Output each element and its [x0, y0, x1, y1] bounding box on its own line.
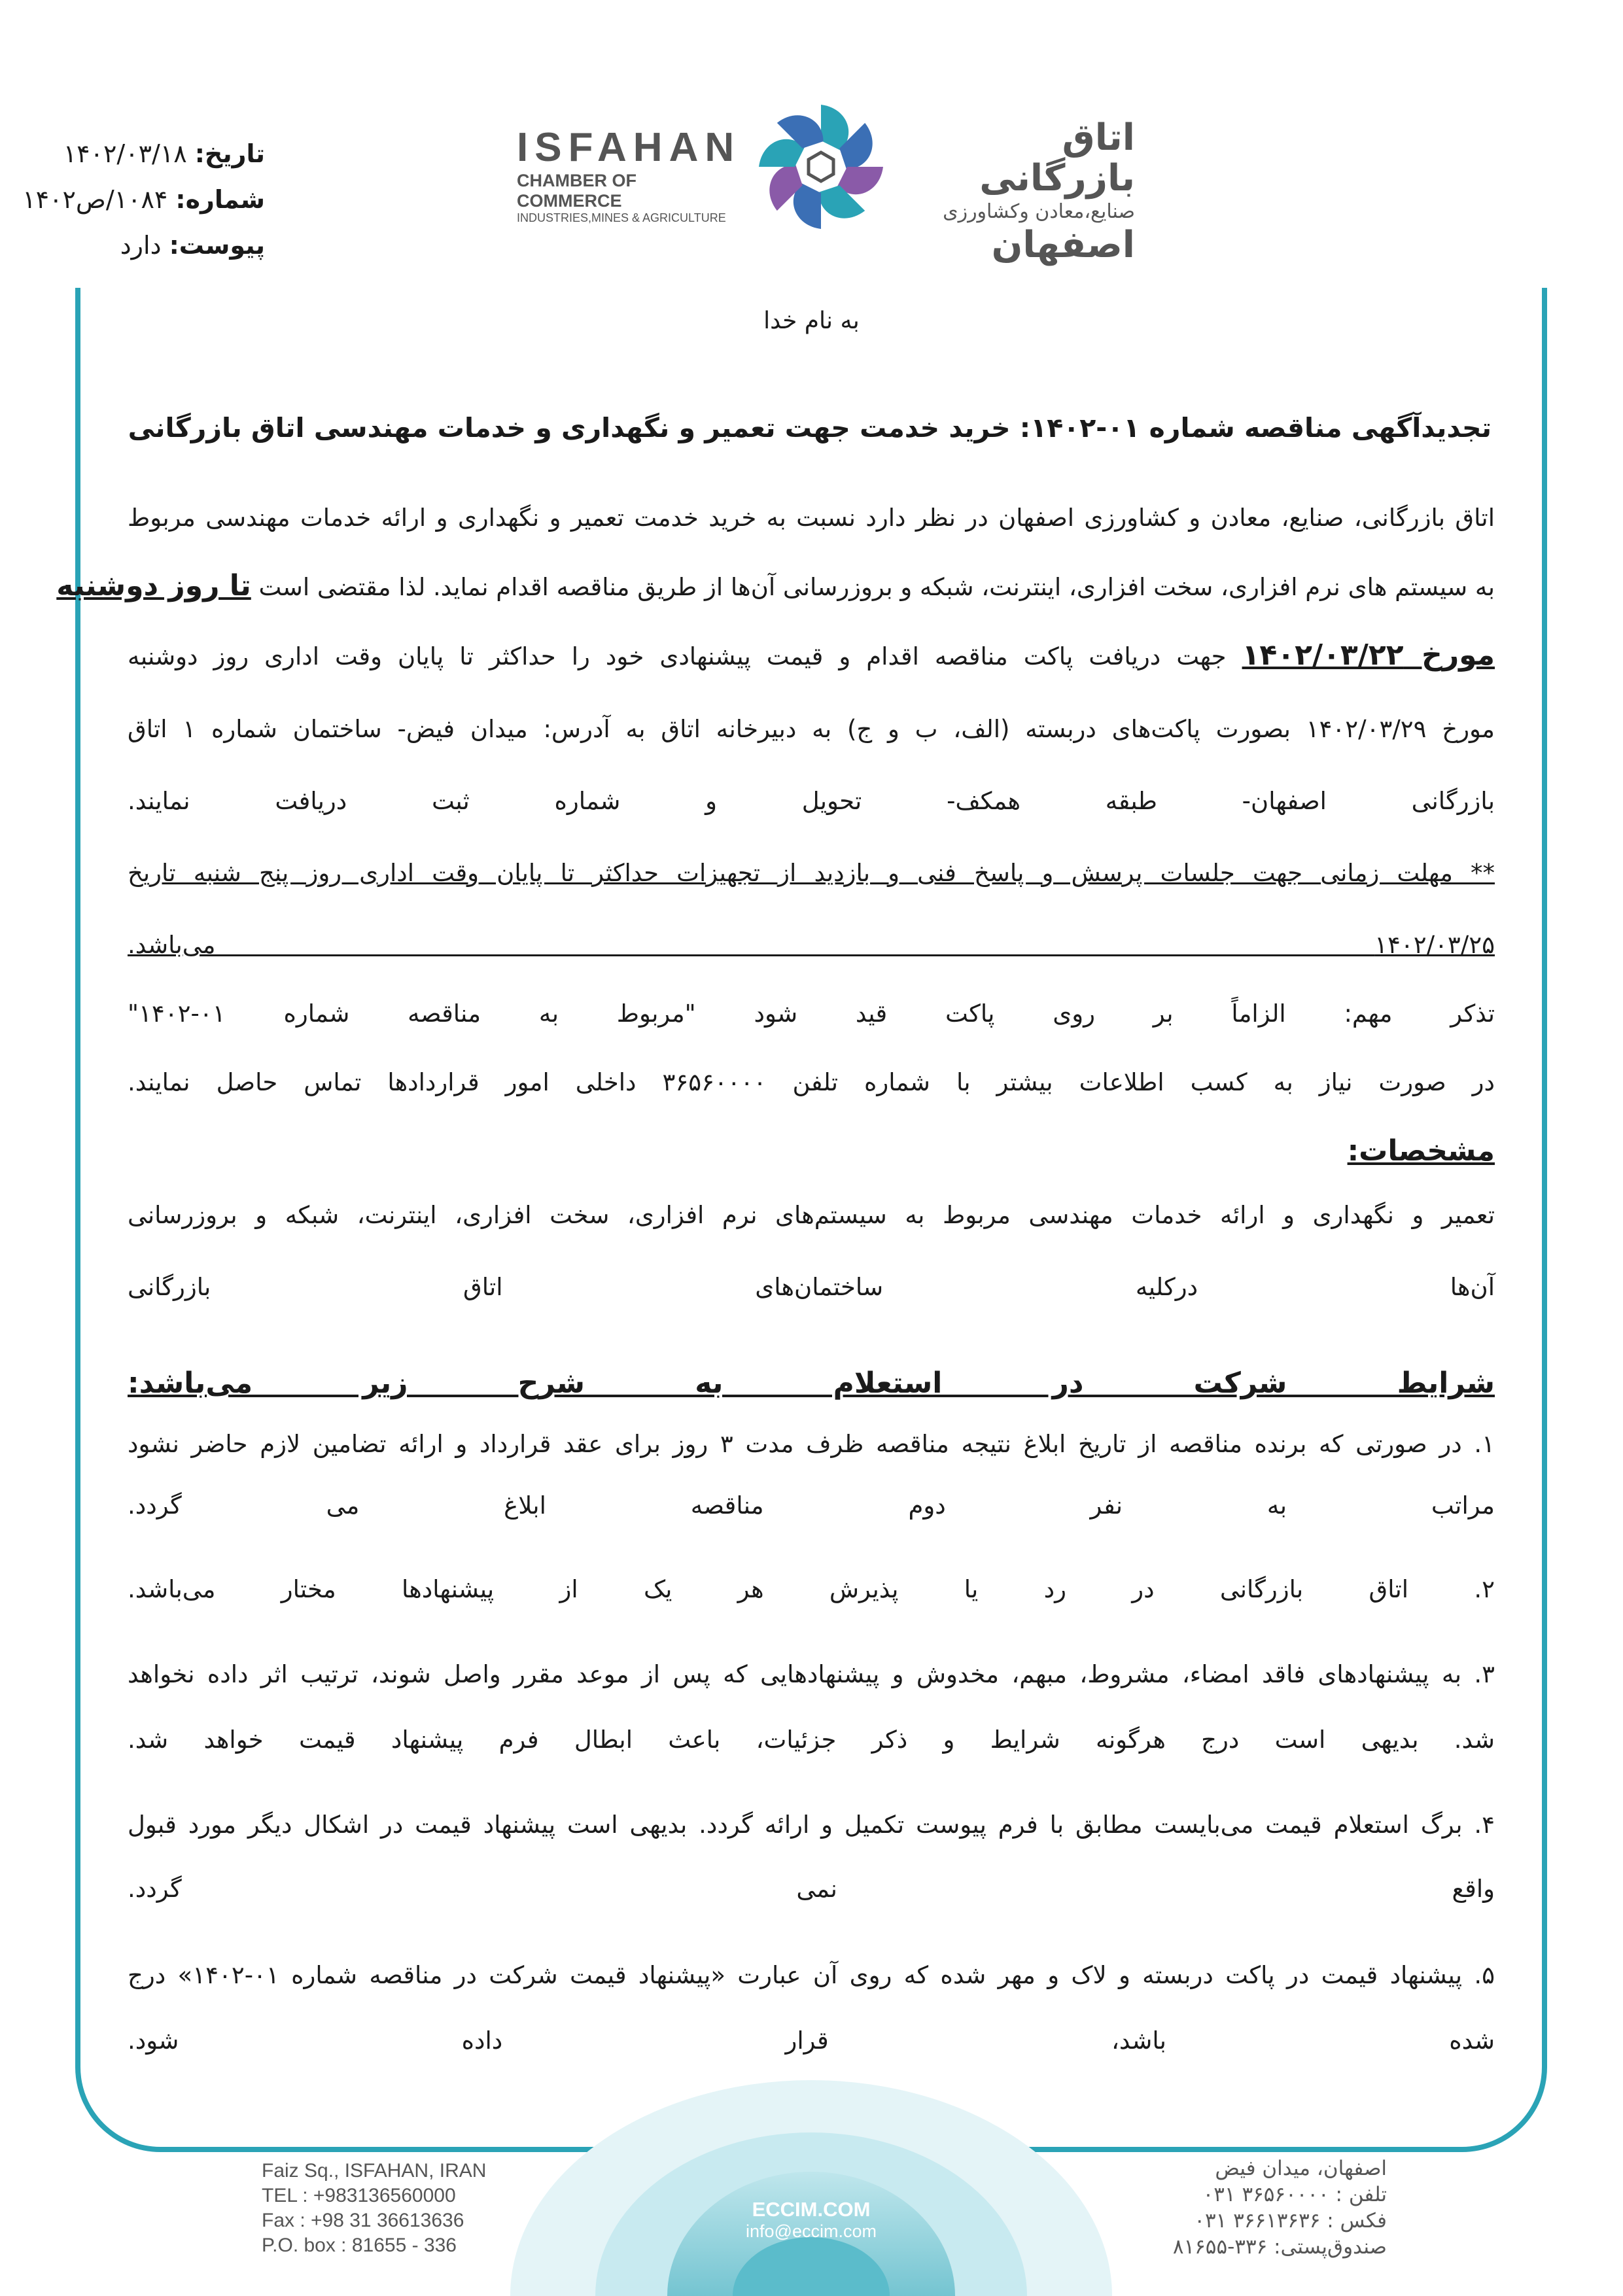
date-label: تاریخ: [194, 139, 265, 168]
intro-deadline-date: مورخ ۱۴۰۲/۰۳/۲۲ [1242, 638, 1495, 672]
condition-3-line-2: شد. بدیهی است درج هرگونه شرایط و ذکر جزئیات، باعث ابطال فرم پیشنهاد قیمت خواهد شد. [128, 1726, 1495, 1754]
logo-fa-line3: اصفهان [991, 224, 1135, 266]
contact-info: در صورت نیاز به کسب اطلاعات بیشتر با شماره تلفن ۳۶۵۶۰۰۰۰ داخلی امور قراردادها تماس حاصل نمایند. [128, 1068, 1495, 1096]
footer-fa-address: اصفهان، میدان فیض [1215, 2157, 1387, 2180]
footer-en-tel: TEL : +983136560000 [262, 2185, 456, 2206]
footer-email-link[interactable]: info@eccim.com [746, 2221, 877, 2241]
number-value: ۱۰۸۴/ص۱۴۰۲ [22, 185, 168, 214]
intro-line-2 [56, 566, 1495, 607]
intro-line-1: اتاق بازرگانی، صنایع، معادن و کشاورزی اصفهان در نظر دارد نسبت به خرید خدمت تعمیر و نگهداری و ارائه خدمات مهندسی مربوط [128, 504, 1495, 532]
date-value: ۱۴۰۲/۰۳/۱۸ [63, 139, 187, 168]
deadline-line-2 [128, 926, 1495, 965]
footer-emblem-icon [497, 2015, 1125, 2296]
number-row [22, 177, 265, 222]
specs-heading-row [128, 1132, 1495, 1172]
document-title: تجدیدآگهی مناقصه شماره ۰۱-۱۴۰۲: خرید خدمت جهت تعمیر و نگهداری و خدمات مهندسی اتاق بازرگانی [128, 412, 1492, 444]
condition-4-line-2: واقع نمی گردد. [128, 1875, 1495, 1903]
logo-fa-line1: اتاق بازرگانی [979, 116, 1135, 200]
letter-meta [22, 131, 265, 268]
footer-web-link[interactable]: ECCIM.COM [752, 2198, 871, 2221]
footer-website [707, 2198, 916, 2242]
intro-line-2-text: به سیستم های نرم افزاری، سخت افزاری، اینترنت، شبکه و بروزرسانی آن‌ها از طریق مناقصه اقدام نماید. لذا مقتضی است [258, 573, 1495, 601]
footer-en-pobox: P.O. box : 81655 - 336 [262, 2235, 457, 2256]
intro-line-5: بازرگانی اصفهان- طبقه همکف- تحویل و شماره ثبت دریافت نمایند. [128, 787, 1495, 815]
logo-english [517, 124, 746, 225]
basmala: به نام خدا [763, 307, 860, 334]
condition-1-line-2: مراتب به نفر دوم مناقصه ابلاغ می گردد. [128, 1491, 1495, 1520]
footer-fa-tel: تلفن : ۳۶۵۶۰۰۰۰ ۰۳۱ [1202, 2183, 1387, 2206]
date-row [29, 131, 265, 177]
footer-fa-fax: فکس : ۳۶۶۱۳۶۳۶ ۰۳۱ [1194, 2209, 1387, 2233]
logo-en-line3: INDUSTRIES,MINES & AGRICULTURE [517, 211, 726, 224]
condition-3-line-1: ۳. به پیشنهادهای فاقد امضاء، مشروط، مبهم، مخدوش و پیشنهادهایی که پس از موعد مقرر واصل شوند، ترتیب اثر داده نخواهد [128, 1660, 1495, 1688]
specs-line-1: تعمیر و نگهداری و ارائه خدمات مهندسی مربوط به سیستم‌های نرم افزاری، سخت افزاری، اینترنت، شبکه و بروزرسانی [128, 1201, 1495, 1229]
footer-en-fax: Fax : +98 31 36613636 [262, 2210, 464, 2231]
important-note: تذکر مهم: الزاماً بر روی پاکت قید شود "مربوط به مناقصه شماره ۰۱-۱۴۰۲" [128, 1000, 1495, 1028]
conditions-heading: شرایط شرکت در استعلام به شرح زیر می‌باشد: [128, 1366, 1495, 1400]
number-label: شماره: [175, 185, 265, 214]
condition-4-line-1: ۴. برگ استعلام قیمت می‌بایست مطابق با فرم پیوست تکمیل و ارائه گردد. بدیهی است پیشنهاد قیمت در اشکال دیگر مورد قبول [128, 1811, 1495, 1839]
conditions-heading-row [128, 1364, 1495, 1404]
condition-1-line-1: ۱. در صورتی که برنده مناقصه از تاریخ ابلاغ نتیجه مناقصه ظرف مدت ۳ روز برای عقد قرارداد و ارائه تضامین لازم حاضر نشود [128, 1430, 1495, 1458]
logo-en-line2: CHAMBER OF COMMERCE [517, 171, 637, 211]
condition-2: ۲. اتاق بازرگانی در رد یا پذیرش هر یک از پیشنهادها مختار می‌باشد. [128, 1575, 1495, 1603]
chamber-emblem-icon [752, 98, 890, 235]
logo-en-line1: ISFAHAN [517, 125, 741, 170]
condition-5-line-1: ۵. پیشنهاد قیمت در پاکت دربسته و لاک و مهر شده که روی آن عبارت «پیشنهاد قیمت شرکت در مناقصه شماره ۰۱-۱۴۰۲» درج [128, 1961, 1495, 1989]
attachment-row [29, 222, 265, 268]
footer-fa-pobox: صندوق‌پستی: ۳۳۶-۸۱۶۵۵ [1172, 2235, 1387, 2259]
intro-line-3 [128, 636, 1495, 676]
footer-en-address: Faiz Sq., ISFAHAN, IRAN [262, 2160, 487, 2182]
specs-line-2: آن‌ها درکلیه ساختمان‌های اتاق بازرگانی [128, 1273, 1495, 1301]
intro-line-4: مورخ ۱۴۰۲/۰۳/۲۹ بصورت پاکت‌های دربسته (الف، ب و ج) به دبیرخانه اتاق به آدرس: میدان فیض- ساختمان شماره ۱ اتاق [128, 715, 1495, 743]
logo-fa-line2: صنایع،معادن وکشاورزی [943, 200, 1135, 223]
intro-deadline-day: تا روز دوشنبه [56, 569, 251, 602]
deadline-line-1: ** مهلت زمانی جهت جلسات پرسش و پاسخ فنی و بازدید از تجهیزات حداکثر تا پایان وقت اداری روز پنج شنبه تاریخ [128, 859, 1495, 887]
condition-5-line-2: شده باشد، قرار داده شود. [128, 2026, 1495, 2055]
intro-line-3-text: جهت دریافت پاکت مناقصه اقدام و قیمت پیشنهادی خود را حداکثر تا پایان وقت اداری روز دوشنبه [128, 642, 1227, 670]
attachment-label: پیوست: [169, 231, 265, 260]
deadline-line-2-text: ۱۴۰۲/۰۳/۲۵ می‌باشد. [128, 931, 1495, 959]
specs-heading: مشخصات: [1347, 1134, 1495, 1168]
attachment-value: دارد [120, 231, 162, 260]
logo-persian [899, 118, 1135, 266]
chamber-logo [517, 98, 1138, 266]
